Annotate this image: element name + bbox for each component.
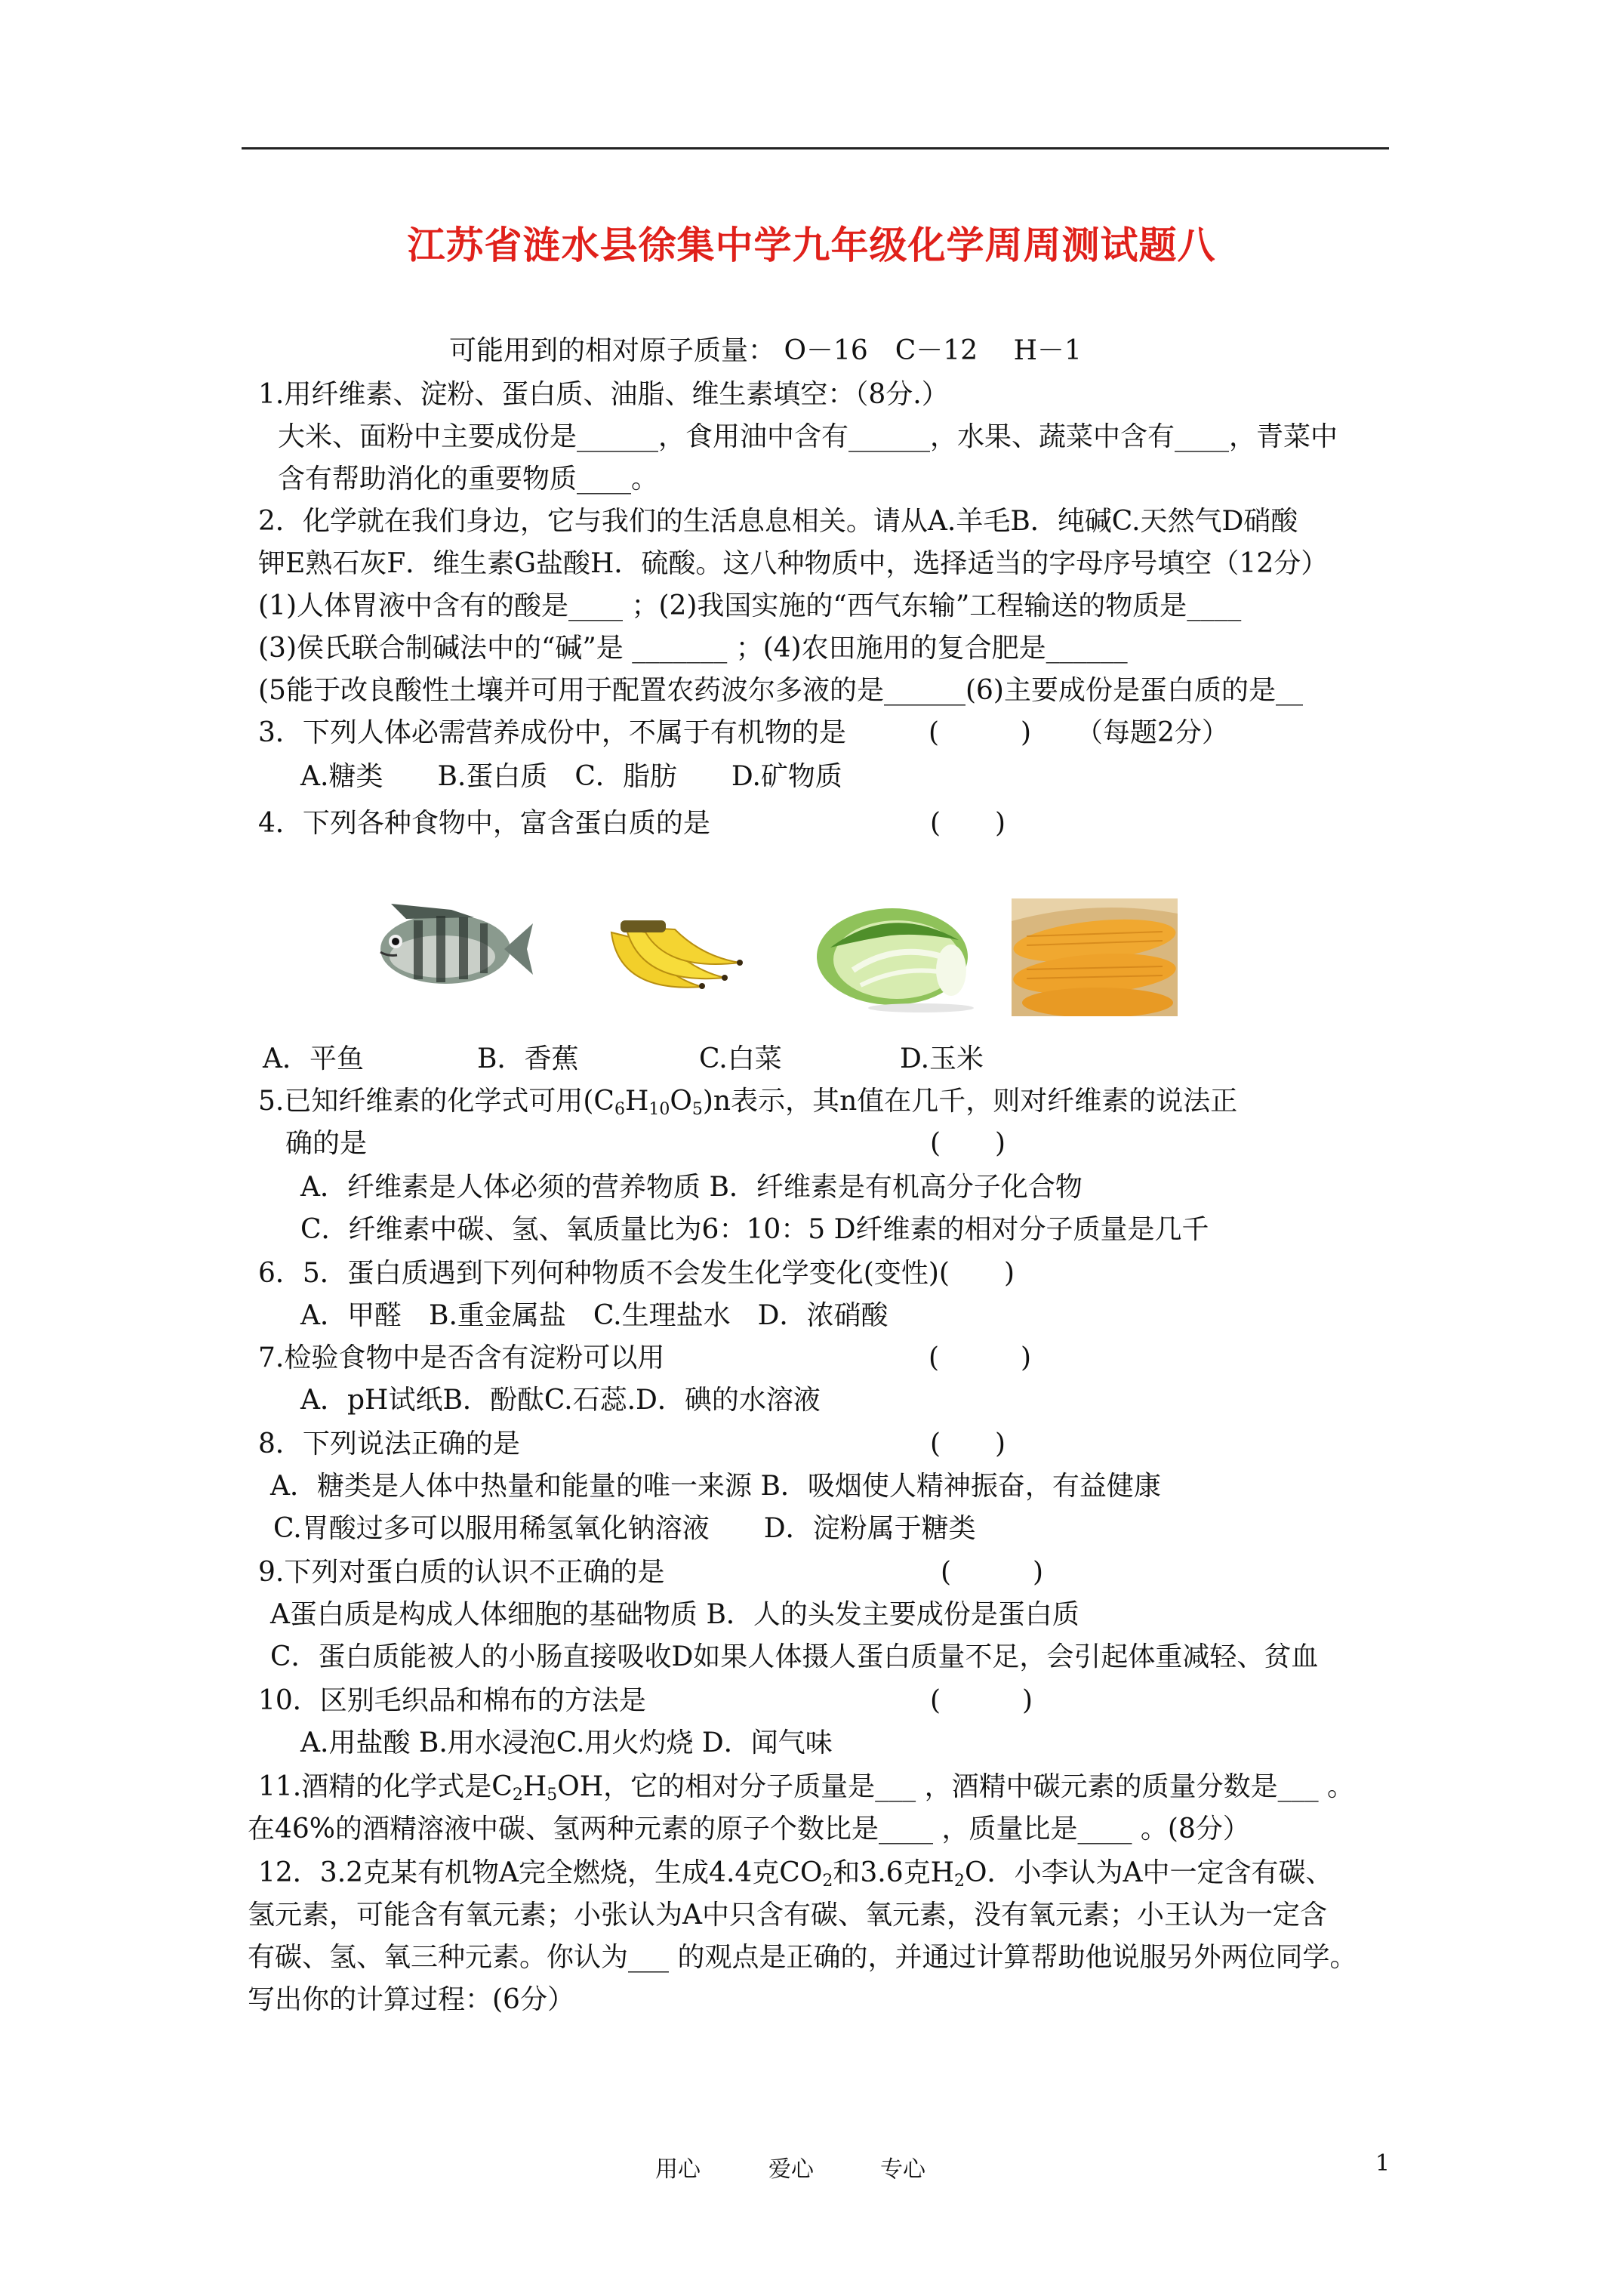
- q7-answer-bracket: ( ): [929, 1342, 1032, 1373]
- q4-option-c: C.白菜: [699, 1043, 782, 1074]
- q6-options: A．甲醛 B.重金属盐 C.生理盐水 D．浓硝酸: [300, 1300, 888, 1331]
- q4-option-a: A．平鱼: [263, 1043, 364, 1074]
- q12-formula-part: 和3.6克H: [833, 1857, 955, 1888]
- q12-line-3: 有碳、氢、氧三种元素。你认为___ 的观点是正确的，并通过计算帮助他说服另外两位同学。: [248, 1942, 1357, 1973]
- q4-stem: 4．下列各种食物中，富含蛋白质的是: [258, 808, 710, 839]
- q5-options-cd: C．纤维素中碳、氢、氧质量比为6：10：5 D纤维素的相对分子质量是几千: [300, 1214, 1209, 1245]
- q2-line-2: 钾E熟石灰F．维生素G盐酸H．硫酸。这八种物质中，选择适当的字母序号填空（12分）: [258, 548, 1329, 579]
- q12-formula-part: 12．3.2克某有机物A完全燃烧，生成4.4克CO: [258, 1857, 823, 1888]
- q5-formula-part: )n表示，其n值在几千，则对纤维素的说法正: [702, 1086, 1238, 1117]
- q10-stem: 10．区别毛织品和棉布的方法是: [258, 1685, 646, 1716]
- q4-answer-bracket: ( ): [930, 808, 1006, 839]
- footer-motto-2: 爱心: [768, 2156, 814, 2183]
- q5-answer-bracket: ( ): [930, 1128, 1006, 1159]
- q5-subscript: 5: [691, 1100, 703, 1119]
- cabbage-image: [808, 887, 981, 1014]
- document-title: 江苏省涟水县徐集中学九年级化学周周测试题八: [407, 223, 1216, 267]
- q12-line-2: 氢元素，可能含有氧元素；小张认为A中只含有碳、氧元素，没有氧元素；小王认为一定含: [248, 1900, 1327, 1931]
- q11-subscript: 2: [512, 1786, 523, 1804]
- q11-formula-part: H: [522, 1771, 547, 1802]
- q12-line-4: 写出你的计算过程：(6分）: [248, 1984, 574, 2015]
- q5-formula-part: O: [670, 1086, 692, 1117]
- q8-answer-bracket: ( ): [930, 1428, 1006, 1459]
- q5-stem: [258, 1084, 1237, 1127]
- q5-formula-part: H: [624, 1086, 649, 1117]
- q12-subscript: 2: [954, 1872, 965, 1891]
- q11-stem: [258, 1770, 1354, 1813]
- q12-formula-part: O．小李认为A中一定含有碳、: [965, 1857, 1333, 1888]
- q1-line-3: 含有帮助消化的重要物质____。: [278, 464, 659, 495]
- q5-line-2: 确的是: [285, 1128, 368, 1159]
- q12-stem: [258, 1856, 1333, 1899]
- q1-line-2: 大米、面粉中主要成份是______，食用油中含有______，水果、蔬菜中含有____，青菜中: [278, 421, 1338, 452]
- header-rule: [242, 147, 1389, 149]
- q1-stem: 1.用纤维素、淀粉、蛋白质、油脂、维生素填空：（8分.）: [258, 379, 949, 410]
- q9-options-ab: A蛋白质是构成人体细胞的基础物质 B．人的头发主要成份是蛋白质: [270, 1599, 1079, 1630]
- q5-options-ab: A．纤维素是人体必须的营养物质 B．纤维素是有机高分子化合物: [300, 1172, 1083, 1203]
- q8-options-cd: C.胃酸过多可以服用稀氢氧化钠溶液 D．淀粉属于糖类: [273, 1513, 976, 1544]
- q6-stem: 6．5．蛋白质遇到下列何种物质不会发生化学变化(变性)( ): [258, 1258, 1015, 1289]
- q7-stem: 7.检验食物中是否含有淀粉可以用: [258, 1342, 665, 1373]
- q10-answer-bracket: ( ): [930, 1685, 1033, 1716]
- q5-formula-part: 5.已知纤维素的化学式可用(C: [258, 1086, 614, 1117]
- fish-image: [361, 887, 536, 1005]
- page-number: 1: [1375, 2150, 1390, 2177]
- q5-subscript: 10: [648, 1100, 670, 1119]
- q10-options: A.用盐酸 B.用水浸泡C.用火灼烧 D．闻气味: [300, 1727, 833, 1758]
- q8-stem: 8．下列说法正确的是: [258, 1428, 520, 1459]
- q3-score-note: （每题2分）: [1076, 717, 1229, 748]
- q2-line-4: (3)侯氏联合制碱法中的“碱”是 _______ ；(4)农田施用的复合肥是______: [258, 633, 1128, 664]
- corn-image: [1012, 898, 1178, 1016]
- q2-line-5: (5能于改良酸性土壤并可用于配置农药波尔多液的是______(6)主要成份是蛋白质的是__: [258, 675, 1303, 706]
- banana-image: [596, 887, 747, 1005]
- q4-option-d: D.玉米: [900, 1043, 984, 1074]
- q2-stem: 2．化学就在我们身边，它与我们的生活息息相关。请从A.羊毛B．纯碱C.天然气D硝酸: [258, 506, 1298, 537]
- q11-line-2: 在46%的酒精溶液中碳、氢两种元素的原子个数比是____ ，质量比是____ 。(8分）: [248, 1814, 1250, 1845]
- footer-motto-3: 专心: [880, 2156, 925, 2183]
- q9-options-cd: C．蛋白质能被人的小肠直接吸收D如果人体摄人蛋白质量不足，会引起体重减轻、贫血: [270, 1641, 1319, 1672]
- atomic-masses-note: 可能用到的相对原子质量： O－16 C－12 H－1: [449, 335, 1082, 366]
- q11-formula-part: OH，它的相对分子质量是___ ，酒精中碳元素的质量分数是___ 。: [557, 1771, 1355, 1802]
- q2-line-3: (1)人体胃液中含有的酸是____ ；(2)我国实施的“西气东输”工程输送的物质是____: [258, 590, 1242, 621]
- q12-subscript: 2: [822, 1872, 833, 1891]
- q5-subscript: 6: [614, 1100, 625, 1119]
- q3-stem: 3．下列人体必需营养成份中，不属于有机物的是: [258, 717, 846, 748]
- q11-subscript: 5: [547, 1786, 558, 1804]
- q11-formula-part: 11.酒精的化学式是C: [258, 1771, 513, 1802]
- q8-options-ab: A．糖类是人体中热量和能量的唯一来源 B．吸烟使人精神振奋，有益健康: [270, 1471, 1161, 1502]
- q7-options: A．pH试纸B．酚酞C.石蕊.D．碘的水溶液: [300, 1385, 821, 1416]
- q3-answer-bracket: ( ): [929, 717, 1032, 748]
- q9-answer-bracket: ( ): [941, 1557, 1044, 1588]
- footer-motto-1: 用心: [655, 2156, 701, 2183]
- q9-stem: 9.下列对蛋白质的认识不正确的是: [258, 1557, 665, 1588]
- q4-option-b: B．香蕉: [477, 1043, 579, 1074]
- q3-options: A.糖类 B.蛋白质 C．脂肪 D.矿物质: [300, 761, 842, 792]
